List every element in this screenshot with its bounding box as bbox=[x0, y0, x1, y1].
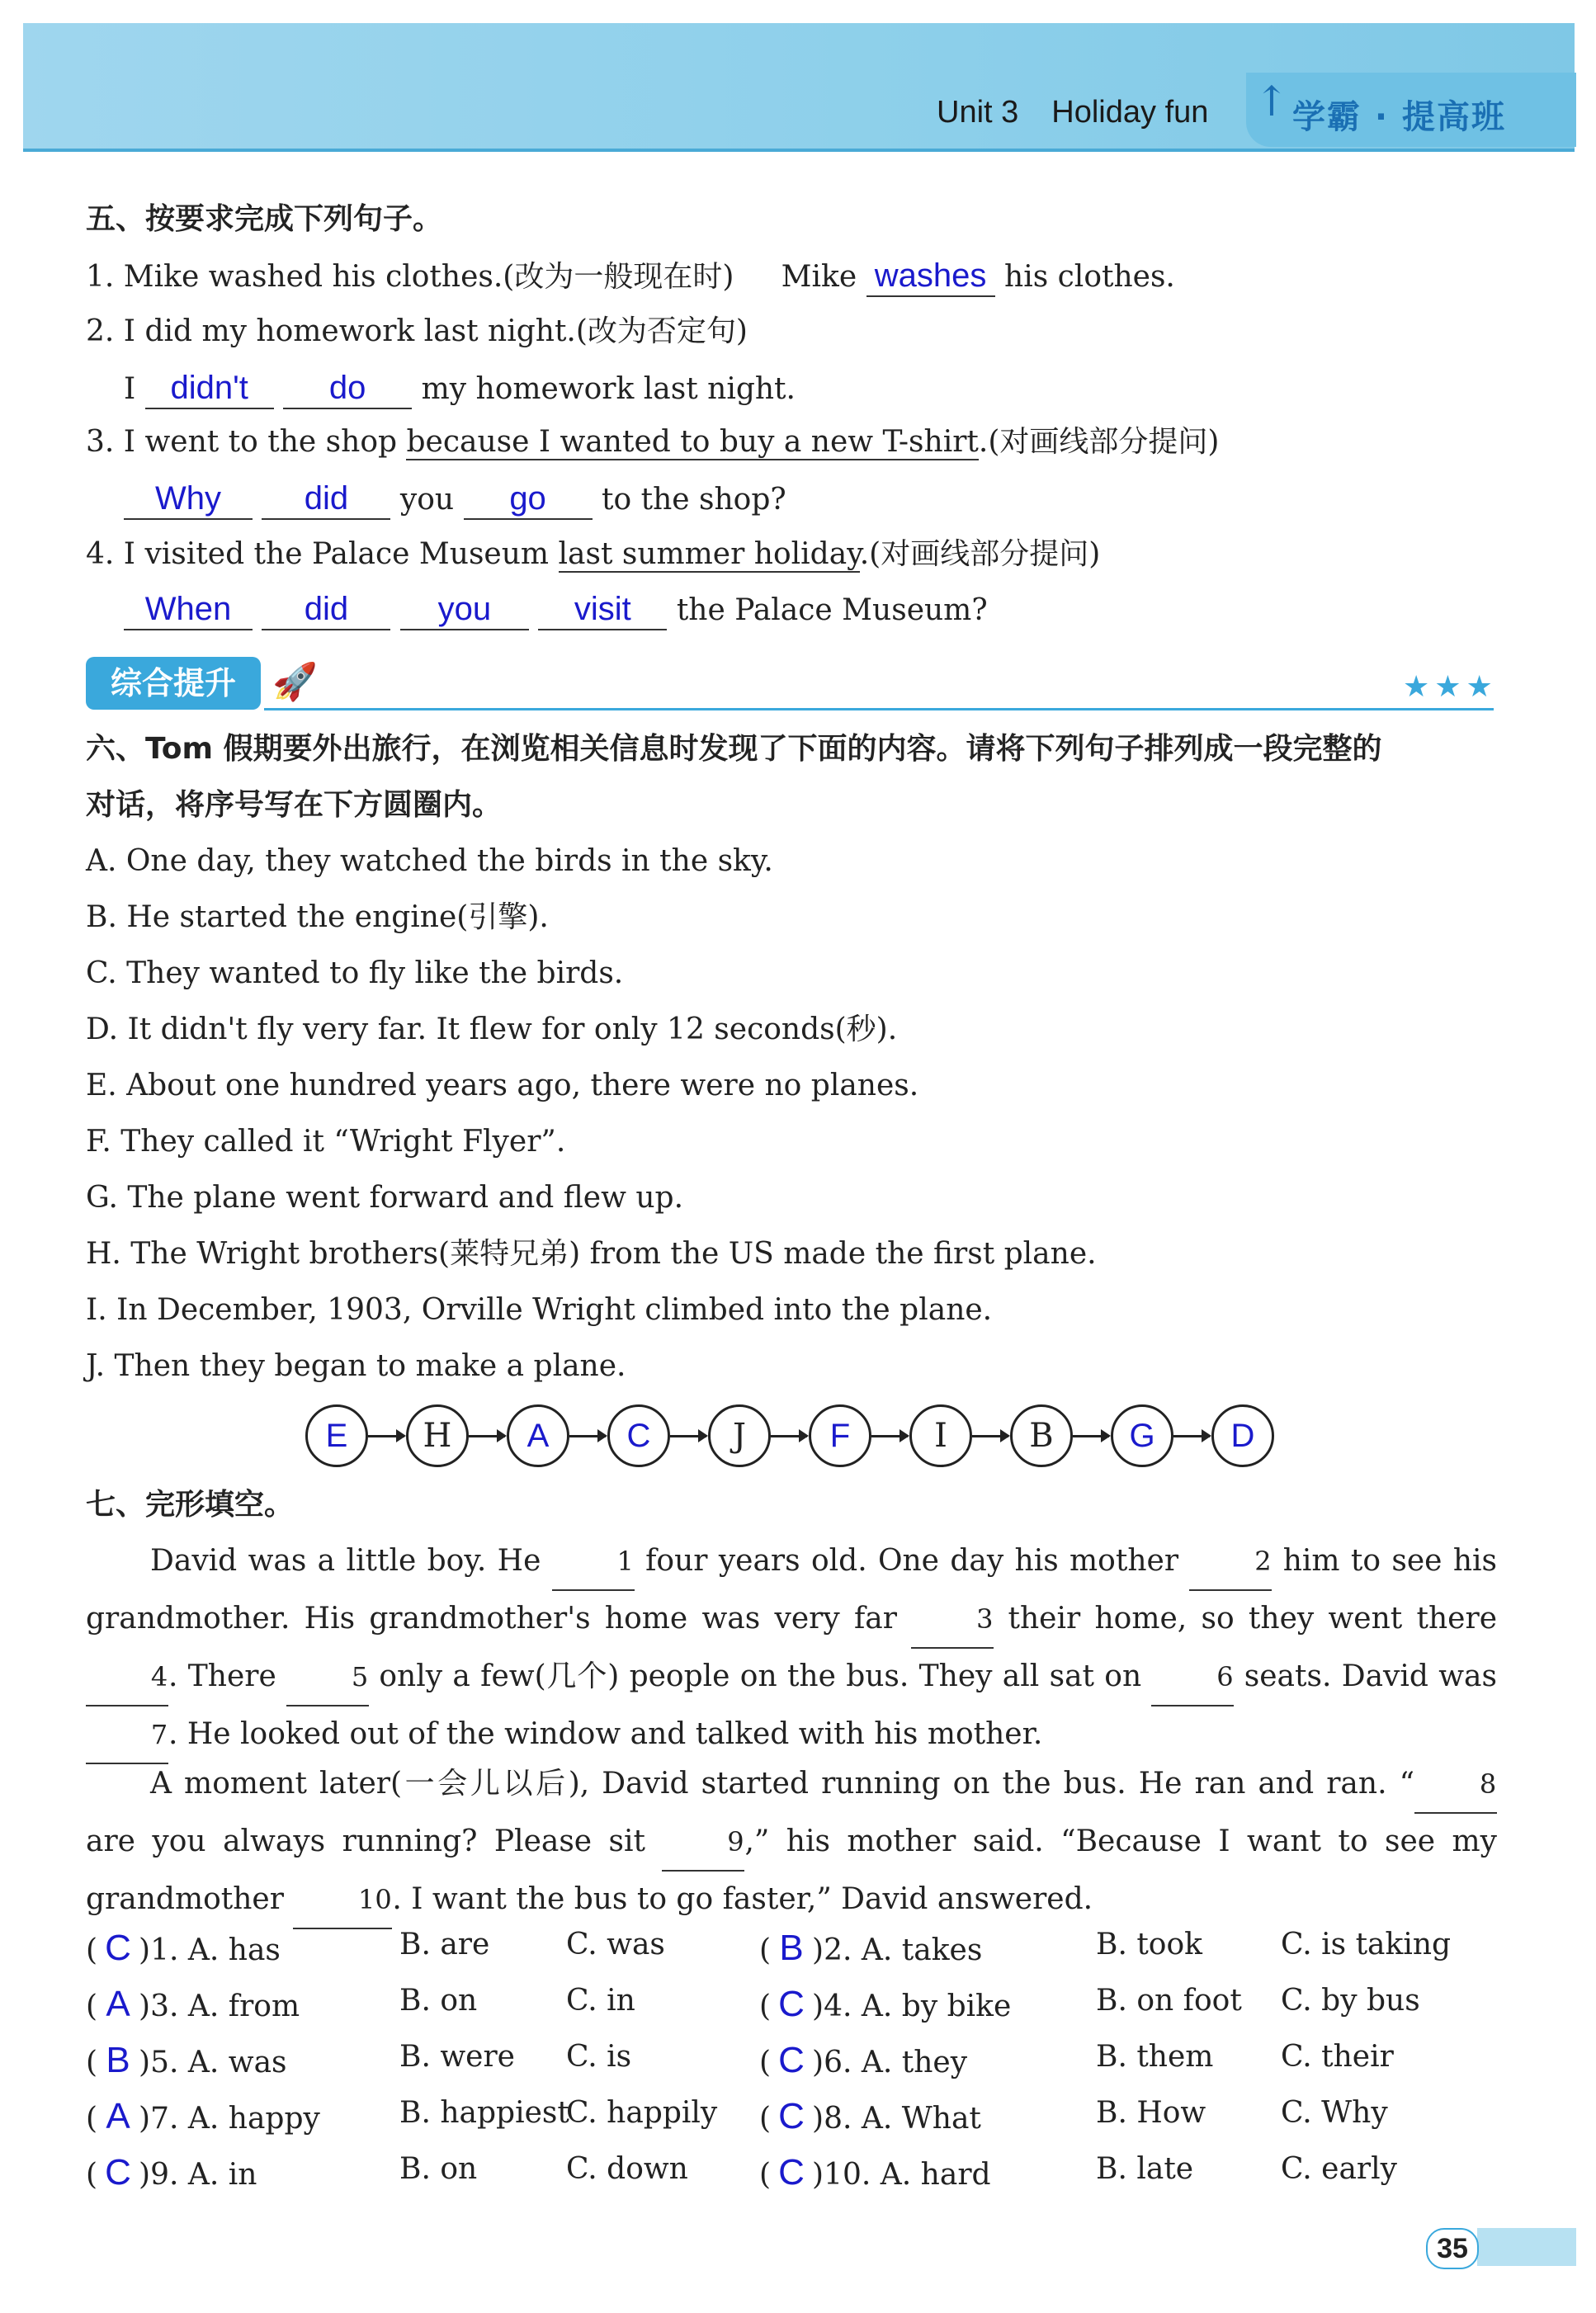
item-d: D. It didn't fly very far. It flew for only 12 seconds(秒). bbox=[86, 1013, 898, 1046]
rocket-icon: 🚀 bbox=[272, 661, 318, 703]
option-row-3: ( A )3. A. from B. on C. in bbox=[86, 1984, 635, 2024]
q4-answer-4: visit bbox=[538, 589, 667, 630]
arrow-right-icon bbox=[972, 1435, 1008, 1437]
q4-underlined: last summer holiday bbox=[558, 537, 860, 571]
option-row-5: ( B )5. A. was B. were C. is bbox=[86, 2040, 632, 2080]
order-chain bbox=[305, 1404, 1279, 1467]
q4-answer-1: When bbox=[124, 589, 253, 630]
option-row-8: ( C )8. A. What B. How C. Why bbox=[759, 2096, 1388, 2136]
order-circle-8: B bbox=[1010, 1404, 1073, 1467]
option-row-6: ( C )6. A. they B. them C. their bbox=[759, 2040, 1394, 2080]
item-c: C. They wanted to fly like the birds. bbox=[86, 956, 624, 990]
item-f: F. They called it “Wright Flyer”. bbox=[86, 1125, 566, 1159]
option-row-4: ( C )4. A. by bike B. on foot C. by bus bbox=[759, 1984, 1420, 2024]
option-row-1: ( C )1. A. has B. are C. was bbox=[86, 1928, 665, 1968]
section-6-title-line1: 六、Tom 假期要外出旅行，在浏览相关信息时发现了下面的内容。请将下列句子排列成一段完整的 bbox=[86, 732, 1382, 766]
arrow-right-icon bbox=[368, 1435, 404, 1437]
arrow-right-icon bbox=[771, 1435, 807, 1437]
order-circle-3: A bbox=[507, 1404, 569, 1467]
arrow-right-icon bbox=[469, 1435, 505, 1437]
q3: 3. I went to the shop because I wanted to buy a new T-shirt.(对画线部分提问) bbox=[86, 425, 1220, 459]
order-circle-4: C bbox=[607, 1404, 670, 1467]
order-circle-7: I bbox=[909, 1404, 972, 1467]
q2-answer-line: I didn't do my homework last night. bbox=[124, 368, 796, 409]
arrow-right-icon bbox=[1073, 1435, 1109, 1437]
option-row-7: ( A )7. A. happy B. happiest C. happily bbox=[86, 2096, 718, 2136]
banner-divider bbox=[264, 708, 1494, 710]
section-6-title-line2: 对话，将序号写在下方圆圈内。 bbox=[86, 788, 503, 822]
q2-answer-2: do bbox=[283, 368, 412, 409]
q3-answer-2: did bbox=[262, 479, 390, 520]
page-number-tab bbox=[1477, 2228, 1576, 2266]
q2: 2. I did my homework last night.(改为否定句) bbox=[86, 314, 748, 348]
cloze-paragraph-1: David was a little boy. He 1 four years old. One day his mother 2 him to see his grandmother. His grandmother's home was very far 3 their home, so they went there 4. There 5 only a few(几个) people on the bus. They all sat on 6 seats. David was 7. He looked out of the window and talked with his mother. bbox=[86, 1533, 1497, 1764]
arrow-right-icon bbox=[569, 1435, 606, 1437]
option-row-9: ( C )9. A. in B. on C. down bbox=[86, 2152, 688, 2193]
q2-answer-1: didn't bbox=[145, 368, 274, 409]
q1: 1. Mike washed his clothes.(改为一般现在时) Mike washes his clothes. bbox=[86, 256, 1175, 297]
item-g: G. The plane went forward and flew up. bbox=[86, 1181, 684, 1215]
q3-answer-line: Why did you go to the shop? bbox=[124, 479, 786, 520]
q4: 4. I visited the Palace Museum last summer holiday.(对画线部分提问) bbox=[86, 537, 1101, 571]
difficulty-stars: ★★★ bbox=[1403, 670, 1498, 704]
option-row-10: ( C )10. A. hard B. late C. early bbox=[759, 2152, 1397, 2193]
page-number: 35 bbox=[1426, 2228, 1479, 2269]
section-7-title: 七、完形填空。 bbox=[86, 1488, 295, 1522]
arrow-right-icon bbox=[871, 1435, 908, 1437]
order-circle-2: H bbox=[406, 1404, 469, 1467]
q4-answer-2: did bbox=[262, 589, 390, 630]
item-j: J. Then they began to make a plane. bbox=[86, 1349, 626, 1383]
order-circle-6: F bbox=[809, 1404, 871, 1467]
q3-underlined: because I wanted to buy a new T-shirt bbox=[406, 425, 979, 459]
section-5-title: 五、按要求完成下列句子。 bbox=[86, 202, 443, 236]
q1-answer: washes bbox=[866, 256, 995, 297]
item-h: H. The Wright brothers(莱特兄弟) from the US made the first plane. bbox=[86, 1237, 1097, 1271]
comprehensive-banner: 综合提升 bbox=[86, 657, 261, 710]
order-circle-9: G bbox=[1111, 1404, 1173, 1467]
q4-answer-3: you bbox=[400, 589, 529, 630]
item-a: A. One day, they watched the birds in the sky. bbox=[86, 844, 773, 878]
q3-answer-3: go bbox=[464, 479, 593, 520]
q3-answer-1: Why bbox=[124, 479, 253, 520]
arrow-right-icon bbox=[670, 1435, 706, 1437]
item-b: B. He started the engine(引擎). bbox=[86, 900, 549, 934]
order-circle-1: E bbox=[305, 1404, 368, 1467]
q4-answer-line: When did you visit the Palace Museum? bbox=[124, 589, 988, 630]
option-row-2: ( B )2. A. takes B. took C. is taking bbox=[759, 1928, 1452, 1968]
item-i: I. In December, 1903, Orville Wright climbed into the plane. bbox=[86, 1293, 993, 1327]
brand-label: 学霸 · 提高班 bbox=[1292, 98, 1507, 136]
cloze-paragraph-2: A moment later(一会儿以后), David started running on the bus. He ran and ran. “ 8 are you always running? Please sit 9,” his mother said. “Because I want to see my grandmother 10. I want the bus to go faster,” David answered. bbox=[86, 1756, 1497, 1929]
up-arrow-icon: ↑ bbox=[1254, 78, 1289, 125]
arrow-right-icon bbox=[1173, 1435, 1210, 1437]
brand-tab bbox=[1246, 73, 1576, 147]
item-e: E. About one hundred years ago, there were no planes. bbox=[86, 1069, 919, 1102]
order-circle-5: J bbox=[708, 1404, 771, 1467]
header-unit-title: Unit 3 Holiday fun bbox=[937, 95, 1209, 130]
order-circle-10: D bbox=[1211, 1404, 1274, 1467]
